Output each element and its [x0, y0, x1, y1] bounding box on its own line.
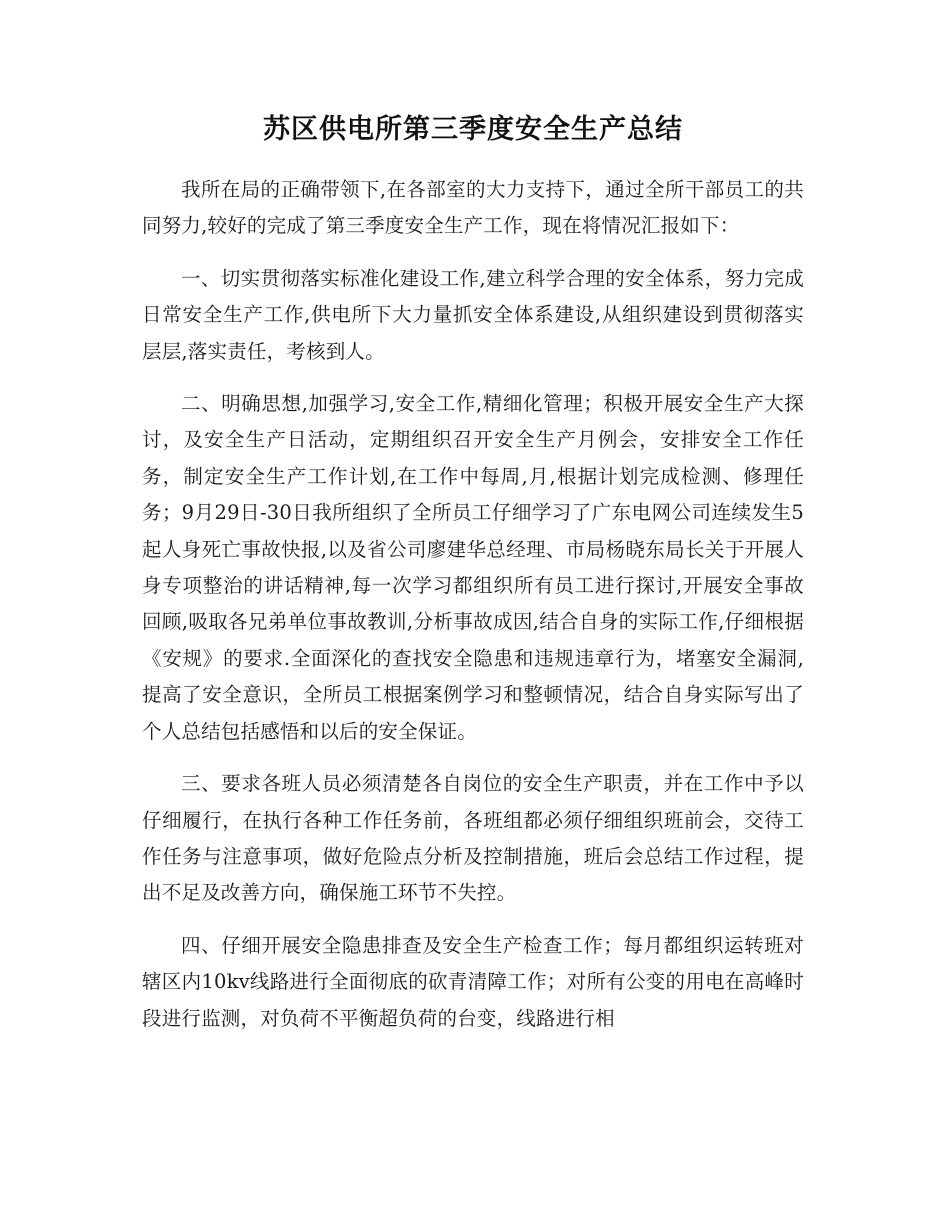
paragraph-section-3: 三、要求各班人员必须清楚各自岗位的安全生产职责，并在工作中予以仔细履行，在执行各种工作任务前，各班组都必须仔细组织班前会，交待工作任务与注意事项，做好危险点分析及控制措施，班后会总结工作过程，提出不足及改善方向，确保施工环节不失控。	[142, 772, 804, 905]
paragraph-intro: 我所在局的正确带领下,在各部室的大力支持下，通过全所干部员工的共同努力,较好的完成了第三季度安全生产工作，现在将情况汇报如下：	[142, 178, 804, 238]
paragraph-section-4: 四、仔细开展安全隐患排查及安全生产检查工作；每月都组织运转班对辖区内10kv线路进行全面彻底的砍青清障工作；对所有公变的用电在高峰时段进行监测，对负荷不平衡超负荷的台变，线路进行相	[142, 933, 804, 1030]
document-title: 苏区供电所第三季度安全生产总结	[263, 114, 683, 145]
paragraph-section-1: 一、切实贯彻落实标准化建设工作,建立科学合理的安全体系，努力完成日常安全生产工作,供电所下大力量抓安全体系建设,从组织建设到贯彻落实层层,落实责任，考核到人。	[142, 266, 804, 363]
paragraph-section-2: 二、明确思想,加强学习,安全工作,精细化管理；积极开展安全生产大探讨，及安全生产日活动，定期组织召开安全生产月例会，安排安全工作任务，制定安全生产工作计划,在工作中每周,月,根据计划完成检测、修理任务；9月29日-30日我所组织了全所员工仔细学习了广东电网公司连续发生5起人身死亡事故快报,以及省公司廖建华总经理、市局杨晓东局长关于开展人身专项整治的讲话精神,每一次学习都组织所有员工进行探讨,开展安全事故回顾,吸取各兄弟单位事故教训,分析事故成因,结合自身的实际工作,仔细根据《安规》的要求.全面深化的查找安全隐患和违规违章行为，堵塞安全漏洞,提高了安全意识，全所员工根据案例学习和整顿情况，结合自身实际写出了个人总结包括感悟和以后的安全保证。	[142, 392, 804, 743]
